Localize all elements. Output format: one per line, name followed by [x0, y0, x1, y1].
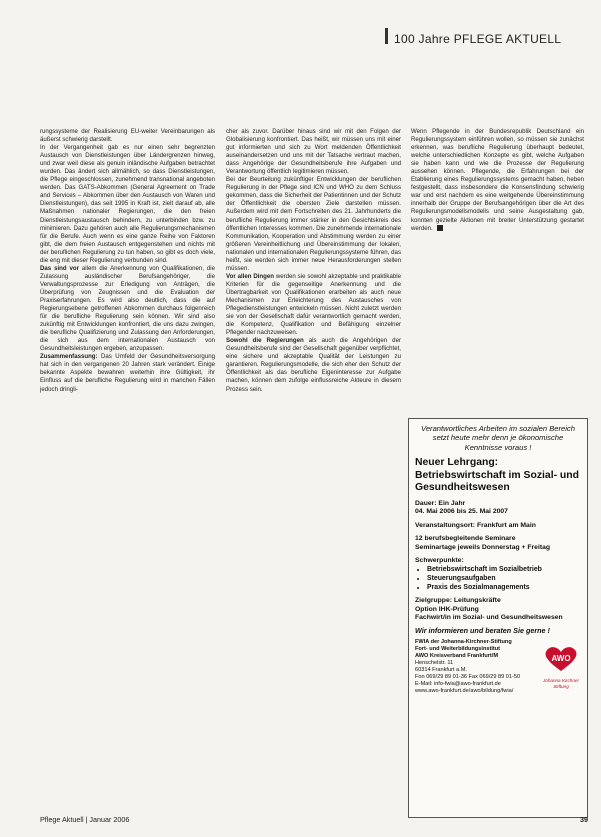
contact-line: Henschelstr. 11 — [415, 660, 454, 667]
paragraph-body: als auch die Angehörigen der Gesundheitsberufe sind der Gesellschaft gegenüber verpflichtet, eine sichere und akzeptable Qualität der Leistungen zu garantieren. Regulierungsmodelle, die sich eher den Schutz der Öffentlichkeit als das berufliche Eigeninteresse zur Aufgabe machen, können dem zufolge einflussreiche Akteure in diesem Prozess sein. — [226, 337, 401, 393]
header-title: 100 Jahre PFLEGE AKTUELL — [394, 32, 562, 46]
ad-seminars: 12 berufsbegleitende Seminare — [415, 535, 516, 543]
contact-line: FWIA der Johanna-Kirchner-Stiftung — [415, 639, 512, 646]
contact-line: 60314 Frankfurt a.M. — [415, 667, 467, 674]
ad-focus-item: • Steuerungsaufgaben — [427, 575, 581, 584]
contact-line[interactable]: www.awo-frankfurt.de/awo/bildung/fwia/ — [415, 688, 514, 695]
article-column-1 — [40, 128, 215, 815]
paragraph — [40, 353, 215, 393]
contact-line: Fort- und Weiterbildungsinstitut — [415, 646, 501, 653]
page-header — [385, 28, 599, 44]
ad-contact-block — [415, 639, 581, 695]
ad-title — [415, 457, 581, 495]
ad-tagline: Verantwortliches Arbeiten im sozialen Bereich setzt heute mehr denn je ökonomische Kenntnisse voraus ! — [421, 424, 575, 452]
paragraph: rungssysteme der Realisierung EU-weiter Vereinbarungen als äußerst schwierig darstellt. — [40, 128, 215, 144]
ad-focus-list — [427, 566, 581, 592]
ad-target-group: Zielgruppe: Leitungskräfte — [415, 597, 501, 605]
footer-publication: Pflege Aktuell | Januar 2006 — [40, 815, 130, 824]
ad-duration: Dauer: Ein Jahr — [415, 500, 466, 507]
logo-subtitle: Johanna Kirchner Stiftung — [542, 678, 579, 689]
lead-in: Sowohl die Regierungen — [226, 337, 309, 345]
contact-line: E-Mail: info-fwia@awo-frankfurt.de — [415, 681, 501, 688]
ad-title-line-1: Neuer Lehrgang: — [415, 457, 499, 469]
paragraph — [40, 265, 215, 354]
paragraph — [226, 273, 401, 337]
ad-seminar-days: Seminartage jeweils Donnerstag + Freitag — [415, 543, 551, 551]
lead-in: Das sind vor — [40, 264, 82, 272]
ad-option: Option IHK-Prüfung — [415, 605, 479, 613]
ad-closing: Wir informieren und beraten Sie gerne ! — [415, 626, 550, 636]
ad-title-line-2: Betriebswirtschaft im Sozial- und Gesundheitswesen — [415, 469, 579, 494]
page-number: 39 — [580, 815, 588, 824]
paragraph — [411, 128, 584, 233]
ad-contact — [415, 639, 540, 695]
lead-in: Vor allen Dingen — [226, 272, 276, 280]
course-advertisement — [408, 418, 588, 818]
article-column-2 — [226, 128, 401, 815]
paragraph — [226, 337, 401, 393]
paragraph: In der Vergangenheit gab es nur einen sehr begrenzten Austausch von Dienstleistungen über Ländergrenzen hinweg, und zwar weil diese als genuin inländische Aufgaben betrachtet wurden. Das ändert sich allmählich, so dass Dienstleistungen, die Pflege eingeschlossen, zunehmend transnational angeboten werden. Das GATS-Abkommen (General Agreement on Trade and Services – Abkommen über den Austausch von Waren und Dienstleistungen), das seit 1995 in Kraft ist, zielt darauf ab, alle Maßnahmen nationaler Regierungen, die den freien Dienstleistungsaustausch behindern, zu unterbinden bzw. zu minimieren. Dazu gehören auch alle Regulierungsmechanismen für die Berufe. Auch wenn es eine ganze Reihe von Faktoren gibt, die dem freien Austausch entgegenstehen und nichts mit der beruflichen Regulierung zu tun haben, so gibt es doch viele, die eng mit dieser Regulierung verbunden sind. — [40, 144, 215, 264]
paragraph-body: allem die Anerkennung von Qualifikationen, die Zulassung ausländischer Berufsangehöriger, die Verwaltungsprozesse zur Erledigung von Anträgen, die Überprüfung von Zeugnissen und die Evaluation der Praxiserfahrungen. Es wird also deutlich, dass die auf Regierungsebene getroffenen Abkommen durchaus folgenreich für die berufliche Regulierung sein können. Wir sind also zukünftig mit Entwicklungen konfrontiert, die uns dazu zwingen, die berufliche Qualifizierung und Zulassung den Anforderungen, die sich aus dem internationalen Austausch von Gesundheitsleistungen ergeben, anzupassen. — [40, 264, 215, 353]
ad-location: Veranstaltungsort: Frankfurt am Main — [415, 521, 536, 529]
paragraph-body: Wenn Pflegende in der Bundesrepublik Deutschland ein Regulierungssystem einführen wollen, so müssen sie zunächst erkennen, was berufliche Regulierung überhaupt bedeutet, welche unterschiedlichen Konzepte es gibt, welche Aufgaben sie haben kann und wie die Prozesse der Regulierung aussehen können. Pflegende, die Erfahrungen bei der Etablierung eines Regulierungssystems gemacht haben, heben festgestellt, dass insbesondere die Konsensfindung schwierig war und erst nachdem es eine weitgehende Übereinstimmung innerhalb der Gruppe der Berufsangehörigen über die Art des Regulierungsmodellsmodells und seine Ausgestaltung gab, konnten gezielte Aktionen mit breiter Unterstützung gestartet werden. — [411, 128, 584, 232]
paragraph-body: Das Umfeld der Gesundheitsversorgung hat sich in den vergangenen 20 Jahren stark verändert. Einige bekannte Aspekte bewahren weiterhin ihre Gültigkeit, ihr Einfluss auf die berufliche Regulierung wird in manchen Fällen jedoch dringli- — [40, 353, 215, 393]
logo-label: AWO — [551, 654, 571, 664]
ad-focus-item: • Betriebswirtschaft im Sozialbetrieb — [427, 566, 581, 575]
awo-heart-icon — [541, 645, 581, 673]
contact-line: AWO Kreisverband Frankfurt/M — [415, 653, 498, 660]
end-mark-icon — [437, 225, 443, 231]
awo-logo — [541, 645, 581, 689]
ad-focus-item: • Praxis des Sozialmanagements — [427, 584, 581, 593]
ad-dates: 04. Mai 2006 bis 25. Mai 2007 — [415, 508, 508, 516]
lead-in: Zusammenfassung: — [40, 353, 102, 361]
page-footer — [40, 815, 588, 827]
paragraph-body: werden sie sowohl akzeptable und praktikable Kriterien für die gegenseitige Anerkennung und die Übertragbarkeit von Qualifikationen erarbeiten als auch neue Mechanismen zur Erleichterung des Austausches von Pflegedienstleistungen entwickeln müssen. Nicht zuletzt werden sie von der Gesellschaft dafür verantwortlich gemacht werden, die Kompetenz, Qualifikation und Befähigung einzelner Pflegender nachzuweisen. — [226, 272, 401, 337]
ad-focus-label: Schwerpunkte: — [415, 557, 464, 565]
article-column-3 — [411, 128, 584, 408]
contact-line: Fon 069/29 89 01-36 Fax 069/29 89 01-50 — [415, 674, 521, 681]
ad-qualification: Fachwirt/in im Sozial- und Gesundheitswesen — [415, 614, 563, 622]
paragraph: Bei der Beurteilung zukünftiger Entwicklungen der beruflichen Regulierung in der Pflege sind ICN und WHO zu dem Schluss gekommen, dass die Sicherheit der Patientinnen und der Schutz der Öffentlichkeit die obersten Ziele darstellen müssen. Außerdem wird mit dem Fortschreiten des 21. Jahrhunderts die berufliche Regulierung immer stärker in den Gesichtskreis des öffentlichen Interesses kommen. Die zunehmende internationale Kommunikation, Kooperation und Abstimmung werden zu einer größeren Vereinheitlichung und Übereinstimmung der lokalen, nationalen und internationalen Regulierungssysteme führen, das heißt, sie werden sich immer neue Herausforderungen stellen müssen. — [226, 176, 401, 272]
paragraph: cher als zuvor. Darüber hinaus sind wir mit den Folgen der Globalisierung konfrontiert. Das heißt, wir müssen uns mit einer gut informierten und sich zu Wort meldenden Öffentlichkeit auseinandersetzen und uns mit der Tatsache vertraut machen, dass Angehörige der Gesundheitsberufe ihre Aufgaben und Verantwortung öffentlich legitimieren müssen. — [226, 128, 401, 176]
